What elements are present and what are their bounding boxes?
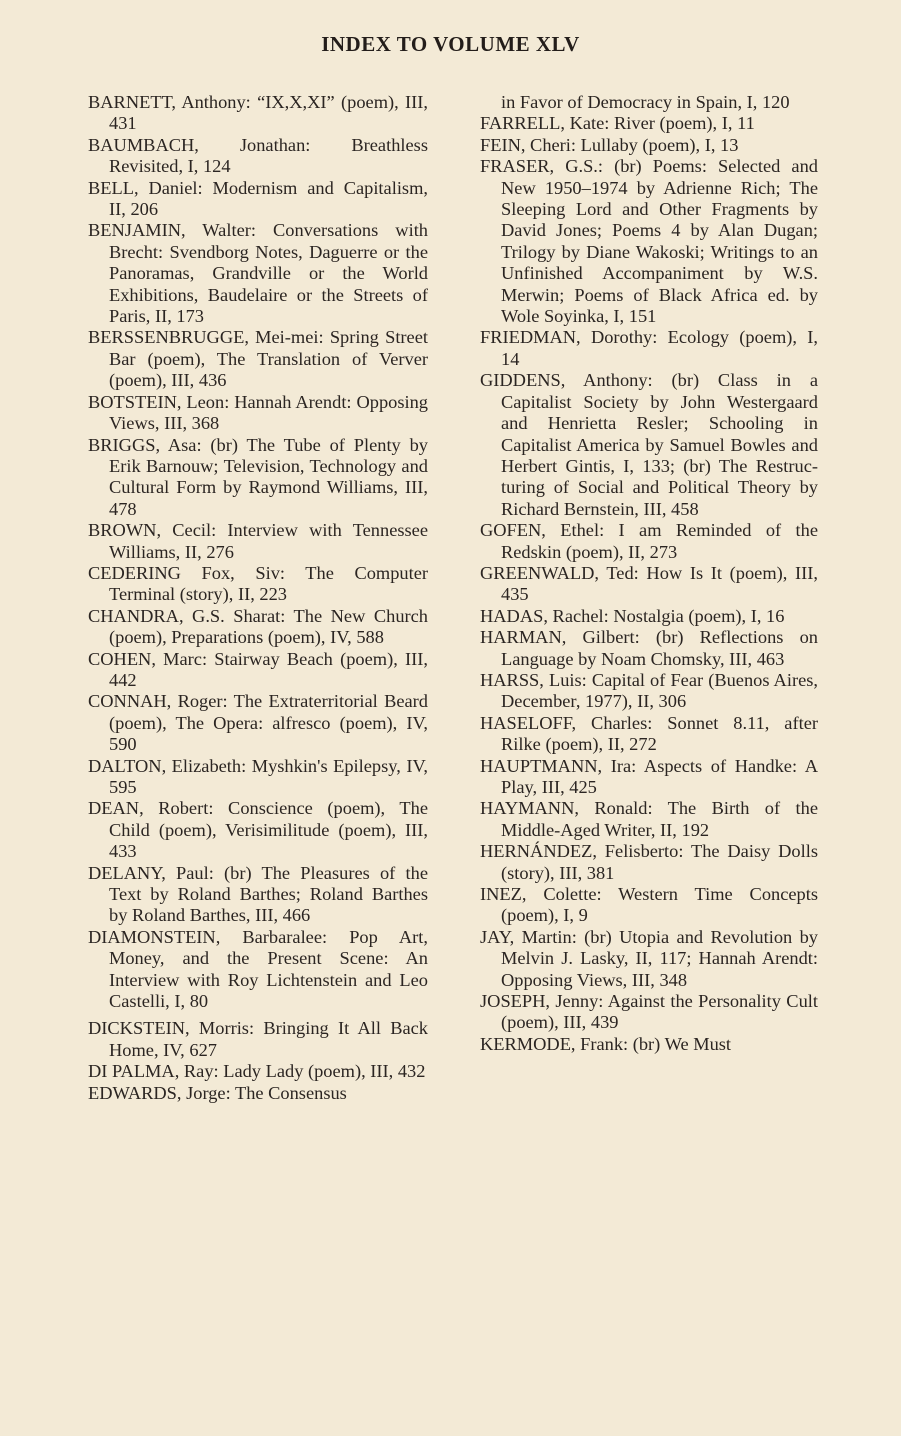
index-entry: HAUPTMANN, Ira: Aspects of Handke: A Play, III, 425 [480, 755, 818, 797]
index-entry: in Favor of Democracy in Spain, I, 120 [501, 92, 790, 112]
page-title: INDEX TO VOLUME XLV [321, 32, 580, 56]
index-entry: CONNAH, Roger: The Extraterritorial Beard (poem), The Opera: alfresco (poem), IV, 590 [88, 691, 428, 755]
index-entry: HAYMANN, Ronald: The Birth of the Middle-Aged Writer, II, 192 [480, 798, 818, 840]
index-entry: FEIN, Cheri: Lullaby (poem), I, 13 [480, 134, 739, 155]
index-entry: GIDDENS, Anthony: (br) Class in a Capitalist Society by John Westergaard and Henrietta Resler; Schooling in Capitalist America by Samuel Bowles and Herbert Gintis, I, 133; (br) The Restructuring of Social and Political Theory by Richard Bernstein, III, 458 [480, 370, 818, 519]
index-entry: FRASER, G.S.: (br) Poems: Selected and New 1950–1974 by Adrienne Rich; The Sleeping Lord and Other Fragments by David Jones; Poems 4 by Alan Dugan; Trilogy by Diane Wakoski; Writings to an Unfinished Accompaniment by W.S. Merwin; Poems of Black Africa ed. by Wole Soyinka, I, 151 [480, 156, 818, 327]
index-entry: DELANY, Paul: (br) The Pleasures of the Text by Roland Barthes; Roland Barthes by Roland Barthes, III, 466 [88, 862, 428, 926]
index-entry: FRIEDMAN, Dorothy: Ecology (poem), I, 14 [480, 327, 818, 369]
index-entry: BENJAMIN, Walter: Conversations with Brecht: Svendborg Notes, Daguerre or the Panoramas, Grandville or the World Exhibitions, Baudelaire or the Streets of Paris, II, 173 [88, 220, 428, 327]
index-entry: DEAN, Robert: Conscience (poem), The Child (poem), Verisimilitude (poem), III, 433 [88, 798, 428, 862]
index-entry: BARNETT, Anthony: “IX,X,XI” (poem), III, 431 [88, 92, 428, 134]
index-entry: JOSEPH, Jenny: Against the Personality Cult (poem), III, 439 [480, 991, 818, 1033]
index-entry: BERSSENBRUGGE, Mei-mei: Spring Street Bar (poem), The Translation of Verver (poem), III, 436 [88, 327, 428, 391]
index-entry: DIAMONSTEIN, Barbaralee: Pop Art, Money, and the Present Scene: An Interview with Roy Lichtenstein and Leo Castelli, I, 80 [88, 926, 428, 1012]
index-entry: GREENWALD, Ted: How Is It (poem), III, 435 [480, 562, 818, 605]
index-entry: HERNÁNDEZ, Felisberto: The Daisy Dolls (story), III, 381 [480, 841, 818, 883]
index-entry: CHANDRA, G.S. Sharat: The New Church (poem), Preparations (poem), IV, 588 [88, 605, 428, 648]
index-entry: CEDERING Fox, Siv: The Computer Terminal (story), II, 223 [88, 562, 428, 605]
index-entry: DICKSTEIN, Morris: Bringing It All Back Home, IV, 627 [88, 1018, 428, 1060]
index-entry: HASELOFF, Charles: Sonnet 8.11, after Rilke (poem), II, 272 [480, 712, 818, 755]
index-entry: HARMAN, Gilbert: (br) Reflections on Language by Noam Chomsky, III, 463 [480, 627, 818, 669]
index-entry: HARSS, Luis: Capital of Fear (Buenos Aires, December, 1977), II, 306 [480, 669, 818, 712]
index-entry: BOTSTEIN, Leon: Hannah Arendt: Opposing Views, III, 368 [88, 391, 428, 434]
index-entry: EDWARDS, Jorge: The Consensus [88, 1082, 347, 1103]
index-entry: BROWN, Cecil: Interview with Tennessee Williams, II, 276 [88, 520, 428, 562]
index-entry: GOFEN, Ethel: I am Reminded of the Redskin (poem), II, 273 [480, 520, 818, 562]
index-entry: INEZ, Colette: Western Time Concepts (poem), I, 9 [480, 884, 818, 926]
index-column-left [88, 92, 428, 1104]
index-entry: COHEN, Marc: Stairway Beach (poem), III, 442 [88, 648, 428, 690]
index-entry: DI PALMA, Ray: Lady Lady (poem), III, 432 [88, 1061, 426, 1082]
index-entry: FARRELL, Kate: River (poem), I, 11 [480, 113, 755, 134]
index-entry: BAUMBACH, Jonathan: Breathless Revisited, I, 124 [88, 134, 428, 177]
index-entry: KERMODE, Frank: (br) We Must [480, 1033, 732, 1054]
index-entry: BELL, Daniel: Modernism and Capitalism, II, 206 [88, 177, 428, 220]
index-entry: DALTON, Elizabeth: Myshkin's Epilepsy, IV, 595 [88, 755, 428, 797]
index-column-right [480, 92, 818, 1055]
index-entry: HADAS, Rachel: Nostalgia (poem), I, 16 [480, 605, 785, 626]
index-entry: JAY, Martin: (br) Utopia and Revolution by Melvin J. Lasky, II, 117; Hannah Arendt: Opposing Views, III, 348 [480, 926, 818, 990]
index-entry: BRIGGS, Asa: (br) The Tube of Plenty by Erik Barnouw; Television, Technology and Cultural Form by Raymond Williams, III, 478 [88, 434, 428, 519]
